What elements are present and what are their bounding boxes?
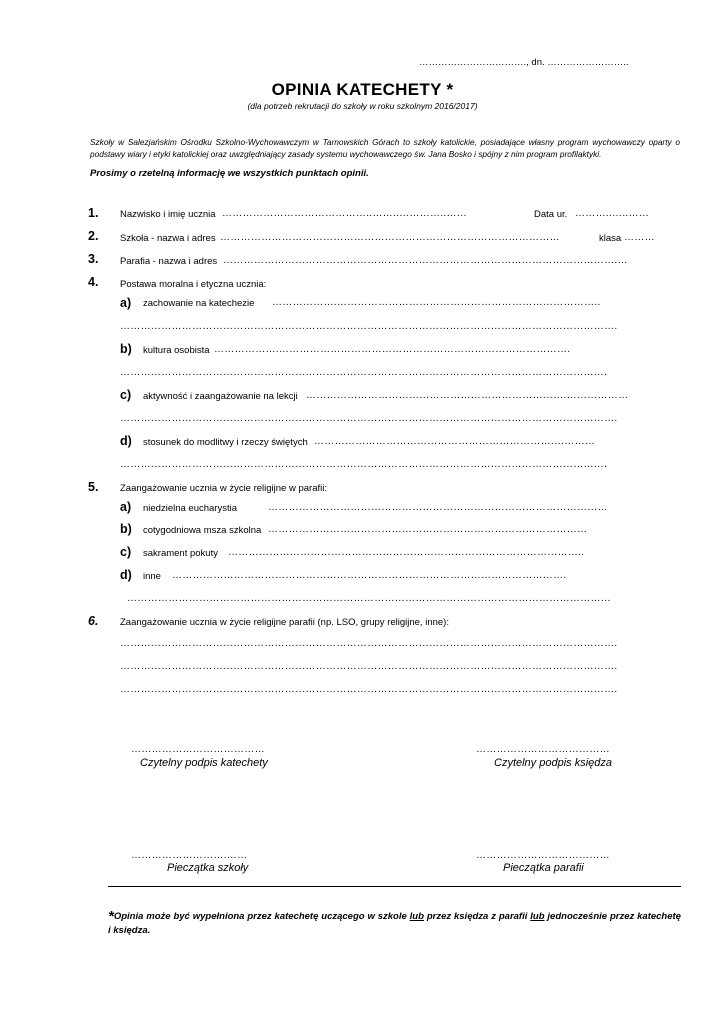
item-label: Szkoła - nazwa i adres: [120, 233, 216, 244]
prayer-field-line2[interactable]: …………………………………………………………………………………………………………………………….: [120, 459, 608, 470]
footnote-text-2: przez księdza z parafii: [423, 911, 531, 922]
culture-field-line2[interactable]: …………………………………………………………………………………………………………………………….: [120, 367, 608, 378]
parish-engagement-line-1[interactable]: ……………………………………………………………………………………………………………………………….: [120, 638, 618, 649]
footnote-text-1: Opinia może być wypełniona przez katechetę uczącego w szkole: [113, 911, 410, 922]
footnote: [108, 910, 681, 938]
sub-letter: c): [120, 545, 132, 559]
sub-label: aktywność i zaangażowanie na lekcji: [143, 391, 298, 402]
eucharist-field[interactable]: ………………………………………………………………………………………: [268, 502, 608, 513]
class-field[interactable]: ………: [624, 232, 655, 243]
other-field[interactable]: …………………………………………………………………………………………………….: [172, 570, 567, 581]
parish-engagement-line-3[interactable]: ……………………………………………………………………………………………………………………………….: [120, 684, 618, 695]
item-number: 4.: [88, 275, 99, 289]
other-field-line2[interactable]: ……………………………………………………………………………………………………………………………: [127, 593, 612, 604]
place-date-line[interactable]: ……………………………., dn. ……………………..: [419, 57, 629, 68]
sub-letter: b): [120, 522, 132, 536]
item-number: 5.: [88, 480, 99, 494]
class-label: klasa: [599, 233, 622, 244]
page-subtitle: (dla potrzeb rekrutacji do szkoły w roku szkolnym 2016/2017): [247, 101, 478, 111]
penance-field[interactable]: …………………………………………………………………………………………..: [228, 547, 585, 558]
priest-signature-label: Czytelny podpis księdza: [494, 757, 613, 769]
item-number: 6.: [88, 614, 99, 628]
item-label: Zaangażowanie ucznia w życie religijne w parafii:: [120, 483, 327, 494]
item-label: Parafia - nazwa i adres: [120, 256, 218, 267]
footnote-divider: [108, 886, 681, 887]
activity-field-line2[interactable]: ……………………………………………………………………………………………………………………………….: [120, 413, 618, 424]
parish-stamp-field[interactable]: …………………………………: [476, 850, 610, 861]
sub-label: inne: [143, 571, 161, 582]
item-label: Postawa moralna i etyczna ucznia:: [120, 279, 267, 290]
sub-letter: a): [120, 296, 132, 310]
activity-field[interactable]: ………………………………………………………………….………………: [306, 390, 629, 401]
intro-paragraph: Szkoły w Salezjańskim Ośrodku Szkolno-Wychowawczym w Tarnowskich Górach to szkoły katolickie, posiadające własny program wychowawczy oparty o podstawy wiary i etyki katolickiej oraz uwzględniający zasady systemu wychowawczego św. Jana Bosko i spójny z nim program profilaktyki.: [90, 137, 680, 159]
catechist-signature-field[interactable]: …………………………………: [131, 744, 265, 755]
request-note: Prosimy o rzetelną informację we wszystkich punktach opinii.: [90, 168, 369, 179]
school-field[interactable]: ………………………………………………………………………………………: [220, 232, 560, 243]
sub-label: niedzielna eucharystia: [143, 503, 238, 514]
footnote-text-3: jednocześnie przez katechetę i księdza.: [108, 911, 681, 936]
parish-stamp-label: Pieczątka parafii: [503, 862, 584, 874]
name-field[interactable]: ……………………………………..……..…………..……: [222, 208, 468, 219]
parish-field[interactable]: …………………………………………………………………………………………………….…: [223, 255, 628, 266]
culture-field[interactable]: ……………….………………………………………………………………………….: [214, 344, 571, 355]
sub-letter: a): [120, 500, 132, 514]
sub-label: stosunek do modlitwy i rzeczy świętych: [143, 437, 308, 448]
footnote-or-1: lub: [409, 911, 424, 922]
school-stamp-field[interactable]: ……………………….……: [131, 850, 248, 861]
behavior-field-line2[interactable]: ……………………………………………………………………………………………………………………………….: [120, 321, 618, 332]
footnote-or-2: lub: [530, 911, 545, 922]
item-number: 1.: [88, 206, 99, 220]
item-label: Zaangażowanie ucznia w życie religijne parafii (np. LSO, grupy religijne, inne):: [120, 617, 449, 628]
page-title: OPINIA KATECHETY *: [271, 80, 454, 99]
sub-letter: c): [120, 388, 132, 402]
sub-letter: d): [120, 434, 132, 448]
footnote-star: *: [108, 908, 114, 925]
item-number: 3.: [88, 252, 99, 266]
sub-label: kultura osobista: [143, 345, 210, 356]
behavior-field[interactable]: ……………….…………………………………………………………………..: [272, 297, 601, 308]
sub-label: sakrament pokuty: [143, 548, 218, 559]
prayer-field[interactable]: ……………………………………………………………….………: [314, 436, 596, 447]
birthdate-field[interactable]: ………..…..……: [575, 208, 650, 219]
priest-signature-field[interactable]: …………………………………: [476, 744, 610, 755]
sub-label: cotygodniowa msza szkolna: [143, 525, 262, 536]
birthdate-label: Data ur.: [534, 209, 568, 220]
school-stamp-label: Pieczątka szkoły: [167, 862, 249, 874]
parish-engagement-line-2[interactable]: ……………………………………………………………………………………………………………………………….: [120, 661, 618, 672]
sub-label: zachowanie na katechezie: [143, 298, 255, 309]
school-mass-field[interactable]: …………………………………………………………………………………: [268, 524, 588, 535]
sub-letter: d): [120, 568, 132, 582]
sub-letter: b): [120, 342, 132, 356]
item-label: Nazwisko i imię ucznia: [120, 209, 216, 220]
item-number: 2.: [88, 229, 99, 243]
catechist-signature-label: Czytelny podpis katechety: [140, 757, 268, 769]
